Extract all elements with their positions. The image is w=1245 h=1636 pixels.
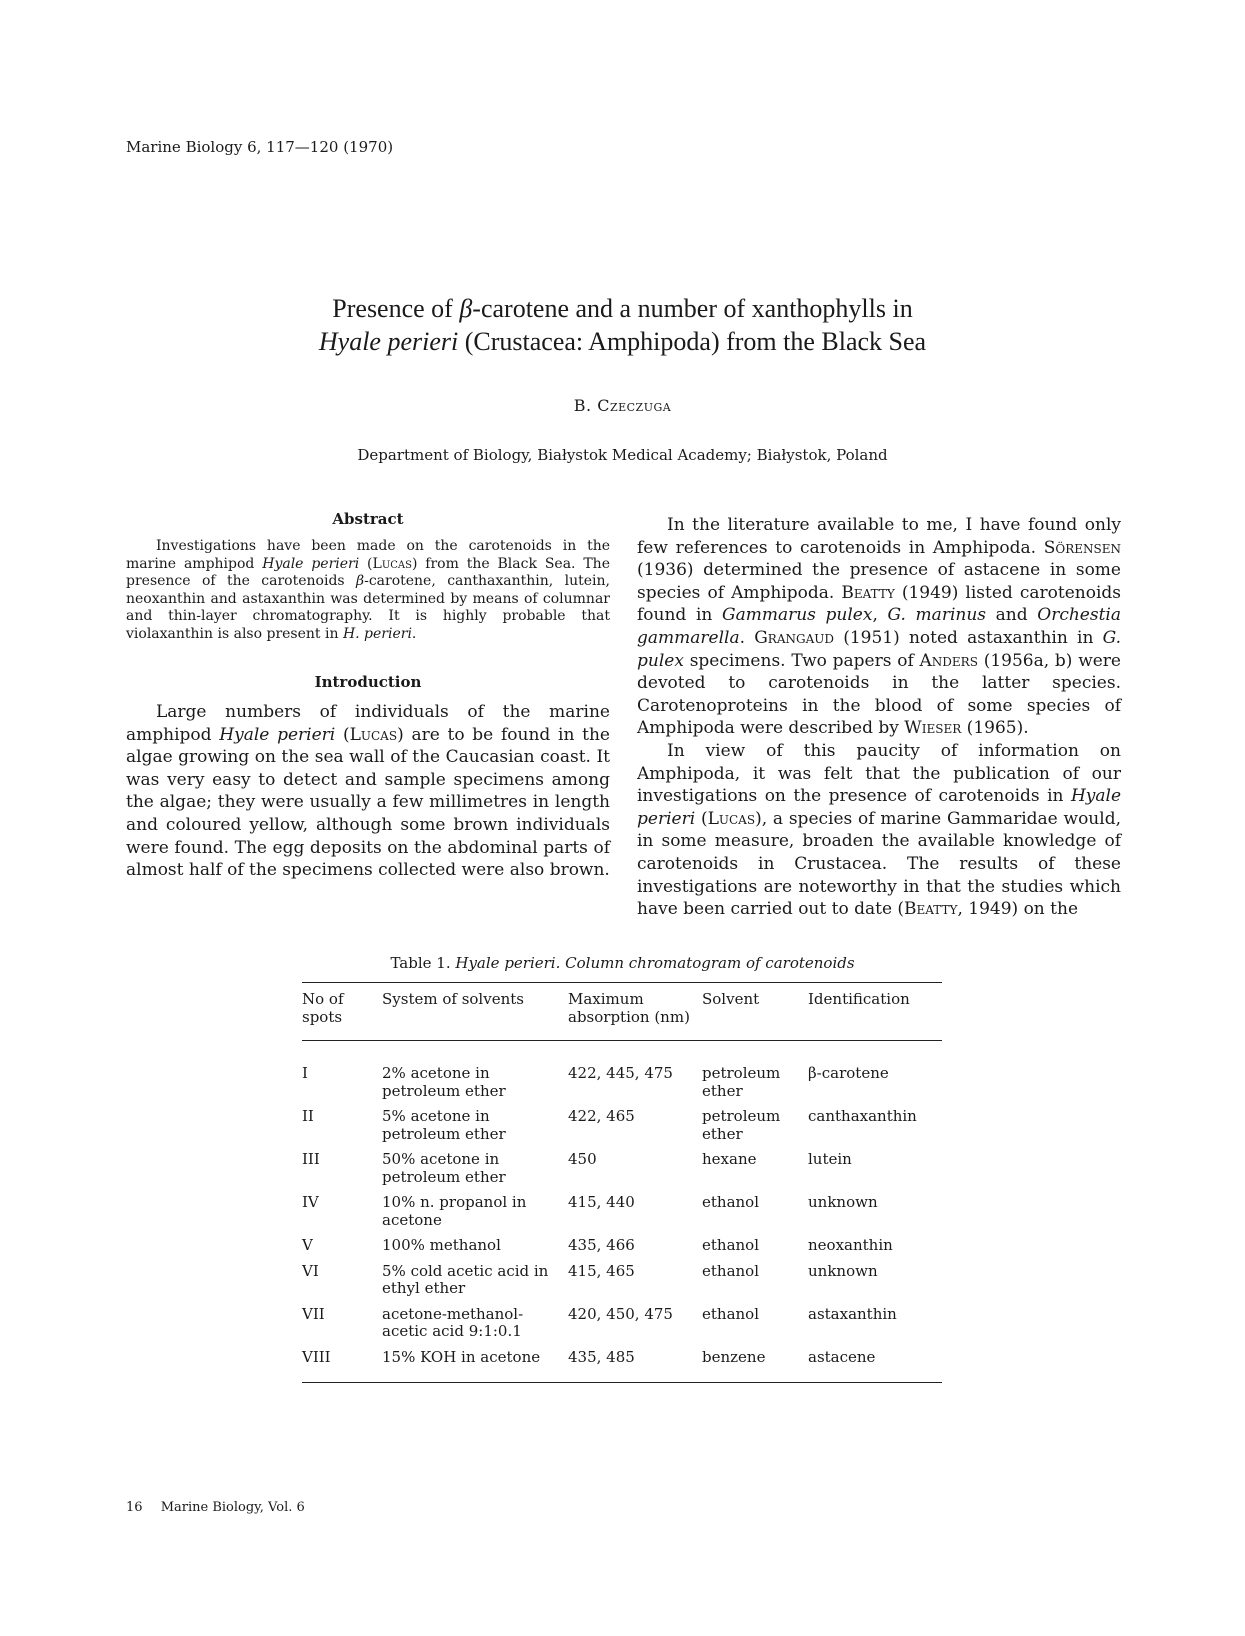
table-cell: ethanol	[702, 1304, 759, 1323]
table-caption: Table 1. Hyale perieri. Column chromatogram of carotenoids	[390, 954, 855, 972]
chromatogram-table	[302, 982, 942, 1383]
table-cell: 15% KOH in acetone	[382, 1347, 541, 1366]
table-cell: VII	[302, 1304, 325, 1323]
table-row	[302, 1298, 942, 1341]
abstract-heading: Abstract	[332, 510, 404, 528]
footer-journal: Marine Biology, Vol. 6	[160, 1500, 305, 1515]
table-cell: 435, 485	[568, 1347, 635, 1366]
table-cell: astacene	[808, 1347, 876, 1366]
abstract-text: Investigations have been made on the carotenoids in the marine amphipod Hyale perieri (Lucas) from the Black Sea. The presence of the carotenoids β-carotene, canthaxanthin, lutein, neoxanthin and astaxanthin was determined by means of columnar and thin-layer chromatography. It is highly probable that violaxanthin is also present in H. perieri.	[126, 538, 610, 642]
table-cell: VIII	[302, 1347, 331, 1366]
journal-citation: Marine Biology 6, 117—120 (1970)	[126, 138, 394, 156]
table-cell: 450	[568, 1150, 597, 1168]
table-cell: ethanol	[702, 1236, 759, 1254]
author: B. Czeczuga	[573, 396, 672, 415]
table-cell: unknown	[808, 1261, 878, 1280]
paper-title	[0, 292, 1245, 358]
title-line-2: Hyale perieri (Crustacea: Amphipoda) from the Black Sea	[318, 327, 927, 356]
table-cell: 10% n. propanol in acetone	[382, 1193, 527, 1229]
table-row	[302, 1186, 942, 1229]
table-cell: 415, 465	[568, 1261, 635, 1280]
title-line-1: Presence of β-carotene and a number of xanthophylls in	[332, 294, 913, 323]
table-row	[302, 1100, 942, 1143]
table-cell: 422, 465	[568, 1107, 635, 1125]
table-header-row	[302, 983, 942, 1026]
table-cell: 2% acetone in petroleum ether	[382, 1064, 506, 1100]
literature-paragraph: In the literature available to me, I have found only few references to carotenoids in Amphipoda. Sörensen (1936) determined the presence of astacene in some species of Amphipoda. Beatty (1949) listed carotenoids found in Gammarus pulex, G. marinus and Orchestia gammarella. Grangaud (1951) noted astaxanthin in G. pulex specimens. Two papers of Anders (1956a, b) were devoted to carotenoids in the latter species. Carotenoproteins in the blood of some species of Amphipoda were described by Wieser (1965).	[637, 515, 1121, 739]
table-cell: benzene	[702, 1347, 766, 1366]
table-cell: 5% acetone in petroleum ether	[382, 1107, 506, 1143]
table-cell: neoxanthin	[808, 1236, 893, 1254]
table-cell: 5% cold acetic acid in ethyl ether	[382, 1261, 549, 1297]
affiliation: Department of Biology, Białystok Medical Academy; Białystok, Poland	[357, 446, 888, 464]
table-cell: petroleum ether	[702, 1107, 781, 1143]
table-cell: VI	[302, 1261, 319, 1280]
table-cell: 100% methanol	[382, 1236, 501, 1254]
table-cell: IV	[302, 1193, 319, 1211]
table-cell: β-carotene	[808, 1064, 889, 1082]
table-cell: petroleum ether	[702, 1064, 781, 1100]
table-grid	[302, 983, 942, 1382]
table-cell: V	[302, 1236, 313, 1254]
introduction-paragraph: Large numbers of individuals of the marine amphipod Hyale perieri (Lucas) are to be found in the algae growing on the sea wall of the Caucasian coast. It was very easy to detect and sample specimens among the algae; they were usually a few millimetres in length and coloured yellow, although some brown individuals were found. The egg deposits on the abdominal parts of almost half of the specimens collected were also brown.	[126, 702, 610, 881]
col-header-spots: No of spots	[302, 990, 344, 1026]
table-cell: canthaxanthin	[808, 1107, 917, 1125]
table-cell: astaxanthin	[808, 1304, 897, 1323]
col-header-solvents-system: System of solvents	[382, 990, 524, 1008]
table-row	[302, 1229, 942, 1255]
table-row	[302, 1041, 942, 1100]
page-number: 16	[126, 1500, 143, 1515]
table-cell: 422, 445, 475	[568, 1064, 673, 1082]
right-column	[637, 514, 1121, 921]
left-column	[126, 510, 610, 882]
table-row	[302, 1143, 942, 1186]
table-cell: hexane	[702, 1150, 757, 1168]
table-cell: II	[302, 1107, 314, 1125]
col-header-absorption: Maximum absorption (nm)	[568, 990, 690, 1026]
page-footer	[126, 1500, 319, 1515]
table-cell: I	[302, 1064, 308, 1082]
table-bottom-rule	[302, 1382, 942, 1383]
table-row	[302, 1255, 942, 1298]
table-cell: 50% acetone in petroleum ether	[382, 1150, 506, 1186]
col-header-identification: Identification	[808, 990, 910, 1008]
table-cell: III	[302, 1150, 320, 1168]
table-cell: ethanol	[702, 1193, 759, 1211]
motivation-paragraph: In view of this paucity of information on Amphipoda, it was felt that the publication of our investigations on the presence of carotenoids in Hyale perieri (Lucas), a species of marine Gammaridae would, in some measure, broaden the available knowledge of carotenoids in Crustacea. The results of these investigations are noteworthy in that the studies which have been carried out to date (Beatty, 1949) on the	[637, 740, 1121, 920]
table-cell: 435, 466	[568, 1236, 635, 1254]
table-cell: unknown	[808, 1193, 878, 1211]
table-row	[302, 1341, 942, 1383]
col-header-solvent: Solvent	[702, 990, 760, 1008]
table-cell: 415, 440	[568, 1193, 635, 1211]
table-cell: 420, 450, 475	[568, 1304, 673, 1323]
introduction-heading: Introduction	[314, 673, 422, 691]
table-cell: acetone-methanol-acetic acid 9:1:0.1	[382, 1304, 524, 1340]
table-cell: ethanol	[702, 1261, 759, 1280]
table-cell: lutein	[808, 1150, 852, 1168]
